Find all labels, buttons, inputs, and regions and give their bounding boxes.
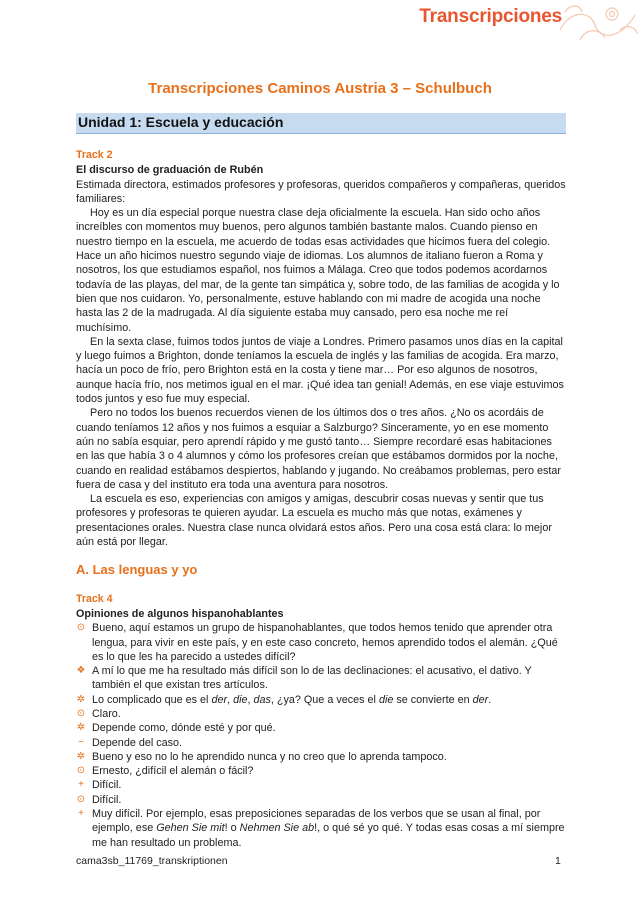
dialogue-text: Ernesto, ¿difícil el alemán o fácil? xyxy=(92,765,254,778)
speech-paragraph: La escuela es eso, experiencias con amigos y amigas, descubrir cosas nuevas y sentir que tus profesores y profesoras te quieren ayudar. La escuela es mucho más que notas, exámenes y presentaciones orales. Nuestra clase nunca olvidará estos años. Pero una cosa está clara: lo mejor aún está por llegar. xyxy=(76,493,552,549)
dialogue-line xyxy=(76,721,566,735)
speech-greeting: Estimada directora, estimados profesores y profesoras, queridos compañeros y compañeras, queridos familiares: xyxy=(76,178,566,205)
header-title: Transcripciones xyxy=(419,6,562,27)
page-header xyxy=(0,0,640,46)
dialogue-text: Bueno, aquí estamos un grupo de hispanohablantes, que todos hemos tenido que aprender otra lengua, para vivir en este país, y en este caso concreto, hemos aprendido todos el alemán. ¿Qué es lo que les ha parecido a ustedes difícil? xyxy=(92,622,558,663)
circle-dot-icon: ⊙ xyxy=(76,707,86,719)
circle-dot-icon: ⊙ xyxy=(76,765,86,777)
tilde-icon: ~ xyxy=(78,736,84,748)
diamond-icon: ❖ xyxy=(76,665,86,677)
page-number: 1 xyxy=(555,855,561,867)
speech-paragraph: Pero no todos los buenos recuerdos vienen de los últimos dos o tres años. ¿No os acordáis de cuando teníamos 12 años y nos fuimos a esquiar a Salzburgo? Sinceramente, yo en ese momento aún no sabía esquiar, pero aprendí rápido y me gustó tanto… Siempre recordaré esas habitaciones en las que había 3 o 4 alumnos y cómo los profesores creían que estábamos dormidos por la noche, cuando en realidad estábamos despiertos, hablando y jugando. No creábamos problemas, pero estar fuera de casa y del instituto era toda una aventura para nosotros. xyxy=(76,407,561,491)
speech-paragraph: Hoy es un día especial porque nuestra clase deja oficialmente la escuela. Han sido ocho años increíbles con momentos muy buenos, pero algunos también bastante malos. Cuando pienso en nuestro tiempo en la escuela, me acuerdo de todas esas actividades que hicimos fuera del colegio. Hace un año hicimos nuestro segundo viaje de idiomas. Los alumnos de italiano fueron a Roma y nosotros, los que estudiamos español, nos fuimos a Málaga. Creo que todos podemos acordarnos todavía de las playas, del mar, de la gente tan simpática y, sobre todo, de las familias de acogida y lo bien que nos cuidaron. Yo, personalmente, estuve hablando con mi madre de acogida una noche hasta las 2 de la madrugada. Al día siguiente estaba muy cansado, pero esa noche me reí muchísimo. xyxy=(76,207,560,334)
track-2-subhead: El discurso de graduación de Rubén xyxy=(76,164,264,177)
sun-icon: ✲ xyxy=(76,693,86,705)
dialogue-line xyxy=(76,664,566,693)
circle-dot-icon: ⊙ xyxy=(76,622,86,634)
speech-paragraph: En la sexta clase, fuimos todos juntos de viaje a Londres. Primero pasamos unos días en la capital y luego fuimos a Brighton, donde teníamos la escuela de inglés y las familias de acogida. Era marzo, hacía un poco de frío, pero Brighton está en la costa y tiene mar… Por eso algunos de nosotros, aunque hacía frío, nos metimos igual en el mar. ¡Qué idea tan genial! Además, en ese viaje estuvimos todos juntos y eso fue muy especial. xyxy=(76,335,564,406)
dialogue-line xyxy=(76,621,566,664)
dialogue-line xyxy=(76,750,566,764)
track-4-subhead: Opiniones de algunos hispanohablantes xyxy=(76,607,284,620)
dialogue-text: Difícil. xyxy=(92,779,122,792)
floral-ornament-icon xyxy=(550,0,640,46)
unit-title: Unidad 1: Escuela y educación xyxy=(78,114,284,130)
plus-icon: + xyxy=(78,808,84,820)
dialogue-line xyxy=(76,807,566,850)
dialogue-line xyxy=(76,736,566,750)
track-4-label: Track 4 xyxy=(76,592,113,605)
dialogue-list xyxy=(76,621,566,850)
dialogue-line xyxy=(76,707,566,721)
sun-icon: ✲ xyxy=(76,750,86,762)
plus-icon: + xyxy=(78,779,84,791)
dialogue-text: A mí lo que me ha resultado más difícil son lo de las declinaciones: el acusativo, el dativo. Y también el que existan tres artículos. xyxy=(92,665,532,692)
dialogue-text: Depende como, dónde esté y por qué. xyxy=(92,722,276,735)
dialogue-line xyxy=(76,778,566,792)
section-a-heading: A. Las lenguas y yo xyxy=(76,562,198,578)
dialogue-line xyxy=(76,793,566,807)
dialogue-line xyxy=(76,764,566,778)
dialogue-text: Difícil. xyxy=(92,793,122,806)
sun-icon: ✲ xyxy=(76,722,86,734)
track-2-label: Track 2 xyxy=(76,149,113,161)
unit-heading-bar xyxy=(76,113,566,134)
footer-filename: cama3sb_11769_transkriptionen xyxy=(76,855,228,867)
circle-dot-icon: ⊙ xyxy=(76,793,86,805)
dialogue-text: Lo complicado que es el der, die, das, ¿ya? Que a veces el die se convierte en der. xyxy=(92,693,492,706)
dialogue-line xyxy=(76,693,566,707)
transcript-content xyxy=(76,148,566,850)
dialogue-text: Bueno y eso no lo he aprendido nunca y no creo que lo aprenda tampoco. xyxy=(92,750,447,763)
dialogue-text: Claro. xyxy=(92,707,121,720)
dialogue-text: Depende del caso. xyxy=(92,736,183,749)
document-title: Transcripciones Caminos Austria 3 – Schulbuch xyxy=(148,80,492,97)
dialogue-text: Muy difícil. Por ejemplo, esas preposiciones separadas de los verbos que se usan al final, por ejemplo, ese Gehen Sie mit! o Nehmen Sie ab!, o qué sé yo qué. Y todas esas cosas a mí siempre me han resultado un problema. xyxy=(92,808,565,849)
